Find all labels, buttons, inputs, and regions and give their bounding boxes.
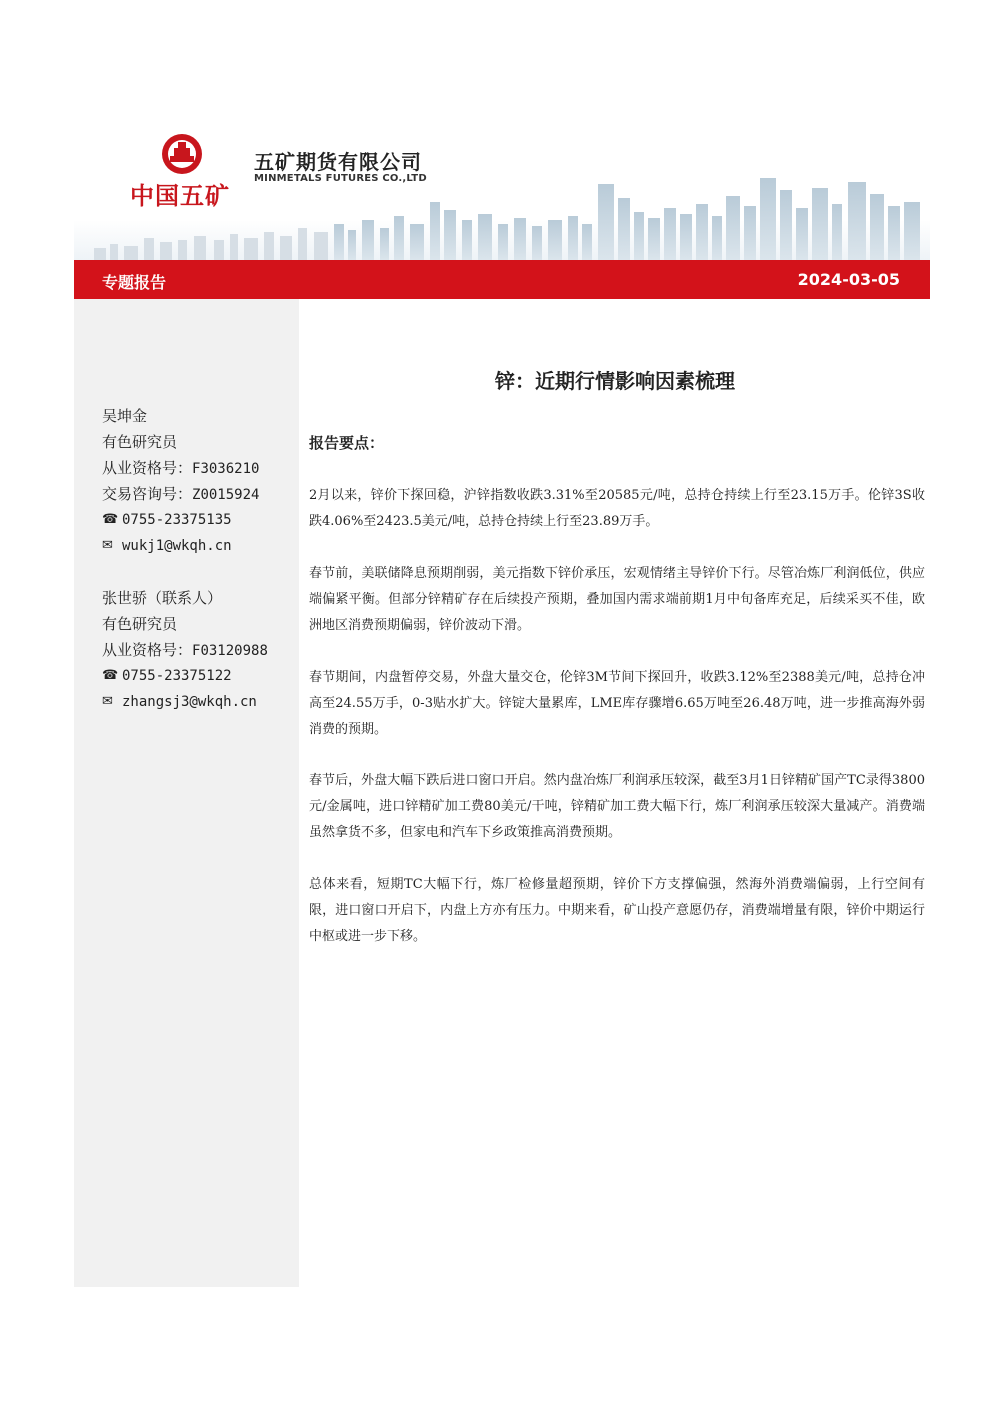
email-address[interactable]: wukj1@wkqh.cn	[122, 538, 232, 554]
body-paragraph: 2月以来，锌价下探回稳，沪锌指数收跌3.31%至20585元/吨，总持仓持续上行至23.15万手。伦锌3S收跌4.06%至2423.5美元/吨，总持仓持续上行至23.89万手。	[309, 488, 925, 529]
body-paragraph: 春节前，美联储降息预期削弱，美元指数下锌价承压，宏观情绪主导锌价下行。尽管冶炼厂利润低位，供应端偏紧平衡。但部分锌精矿存在后续投产预期，叠加国内需求端前期1月中旬备库充足，后续采买不佳，欧洲地区消费预期偏弱，锌价波动下滑。	[309, 566, 925, 633]
body-paragraph: 春节期间，内盘暂停交易，外盘大量交仓，伦锌3M节间下探回升，收跌3.12%至2388美元/吨，总持仓冲高至24.55万手，0-3贴水扩大。锌锭大量累库，LME库存骤增6.65万吨至26.48万吨，进一步推高海外弱消费的预期。	[309, 670, 925, 737]
qualification-label: 从业资格号：	[102, 641, 193, 659]
email-address[interactable]: zhangsj3@wkqh.cn	[122, 694, 257, 710]
company-name-cn: 五矿期货有限公司	[254, 150, 422, 174]
author-title: 有色研究员	[102, 615, 178, 633]
email-icon: ✉	[102, 694, 113, 709]
report-type-label: 专题报告	[102, 273, 167, 292]
author-email[interactable]	[102, 533, 259, 559]
author-name: 吴坤金	[102, 407, 148, 425]
report-title: 锌：近期行情影响因素梳理	[495, 369, 735, 393]
author-qualification	[102, 637, 268, 663]
qualification-label: 从业资格号：	[102, 459, 193, 477]
report-type-bar	[74, 260, 930, 299]
report-header	[74, 120, 930, 260]
author-title: 有色研究员	[102, 433, 178, 451]
author-card	[102, 585, 268, 715]
company-name-en: MINMETALS FUTURES CO.,LTD	[254, 173, 427, 184]
author-card	[102, 403, 259, 559]
report-date: 2024-03-05	[797, 270, 900, 289]
author-qualification	[102, 455, 259, 481]
qualification-number: F03120988	[192, 643, 268, 659]
phone-number: 0755-23375122	[122, 668, 232, 684]
author-phone	[102, 507, 259, 533]
qualification-number: F3036210	[192, 461, 260, 477]
author-name: 张世骄（联系人）	[102, 589, 223, 607]
body-paragraph: 春节后，外盘大幅下跌后进口窗口开启。然内盘冶炼厂利润承压较深，截至3月1日锌精矿国产TC录得3800元/金属吨，进口锌精矿加工费80美元/干吨，锌精矿加工费大幅下行，炼厂利润承压较深大量减产。消费端虽然拿货不多，但家电和汽车下乡政策推高消费预期。	[309, 773, 925, 840]
phone-icon: ☎	[102, 512, 119, 527]
consult-label: 交易咨询号：	[102, 485, 193, 503]
author-email[interactable]	[102, 689, 268, 715]
phone-icon: ☎	[102, 668, 119, 683]
author-phone	[102, 663, 268, 689]
author-consult-number	[102, 481, 259, 507]
author-sidebar	[74, 299, 299, 1287]
minmetals-emblem-icon	[160, 132, 204, 176]
phone-number: 0755-23375135	[122, 512, 232, 528]
body-paragraph: 总体来看，短期TC大幅下行，炼厂检修量超预期，锌价下方支撑偏强，然海外消费端偏弱，上行空间有限，进口窗口开启下，内盘上方亦有压力。中期来看，矿山投产意愿仍存，消费端增量有限，锌价中期运行中枢或进一步下移。	[309, 877, 925, 944]
consult-number: Z0015924	[192, 487, 260, 503]
email-icon: ✉	[102, 538, 113, 553]
china-minmetals-logo-text: 中国五矿	[130, 182, 230, 210]
key-points-heading: 报告要点：	[309, 434, 385, 452]
